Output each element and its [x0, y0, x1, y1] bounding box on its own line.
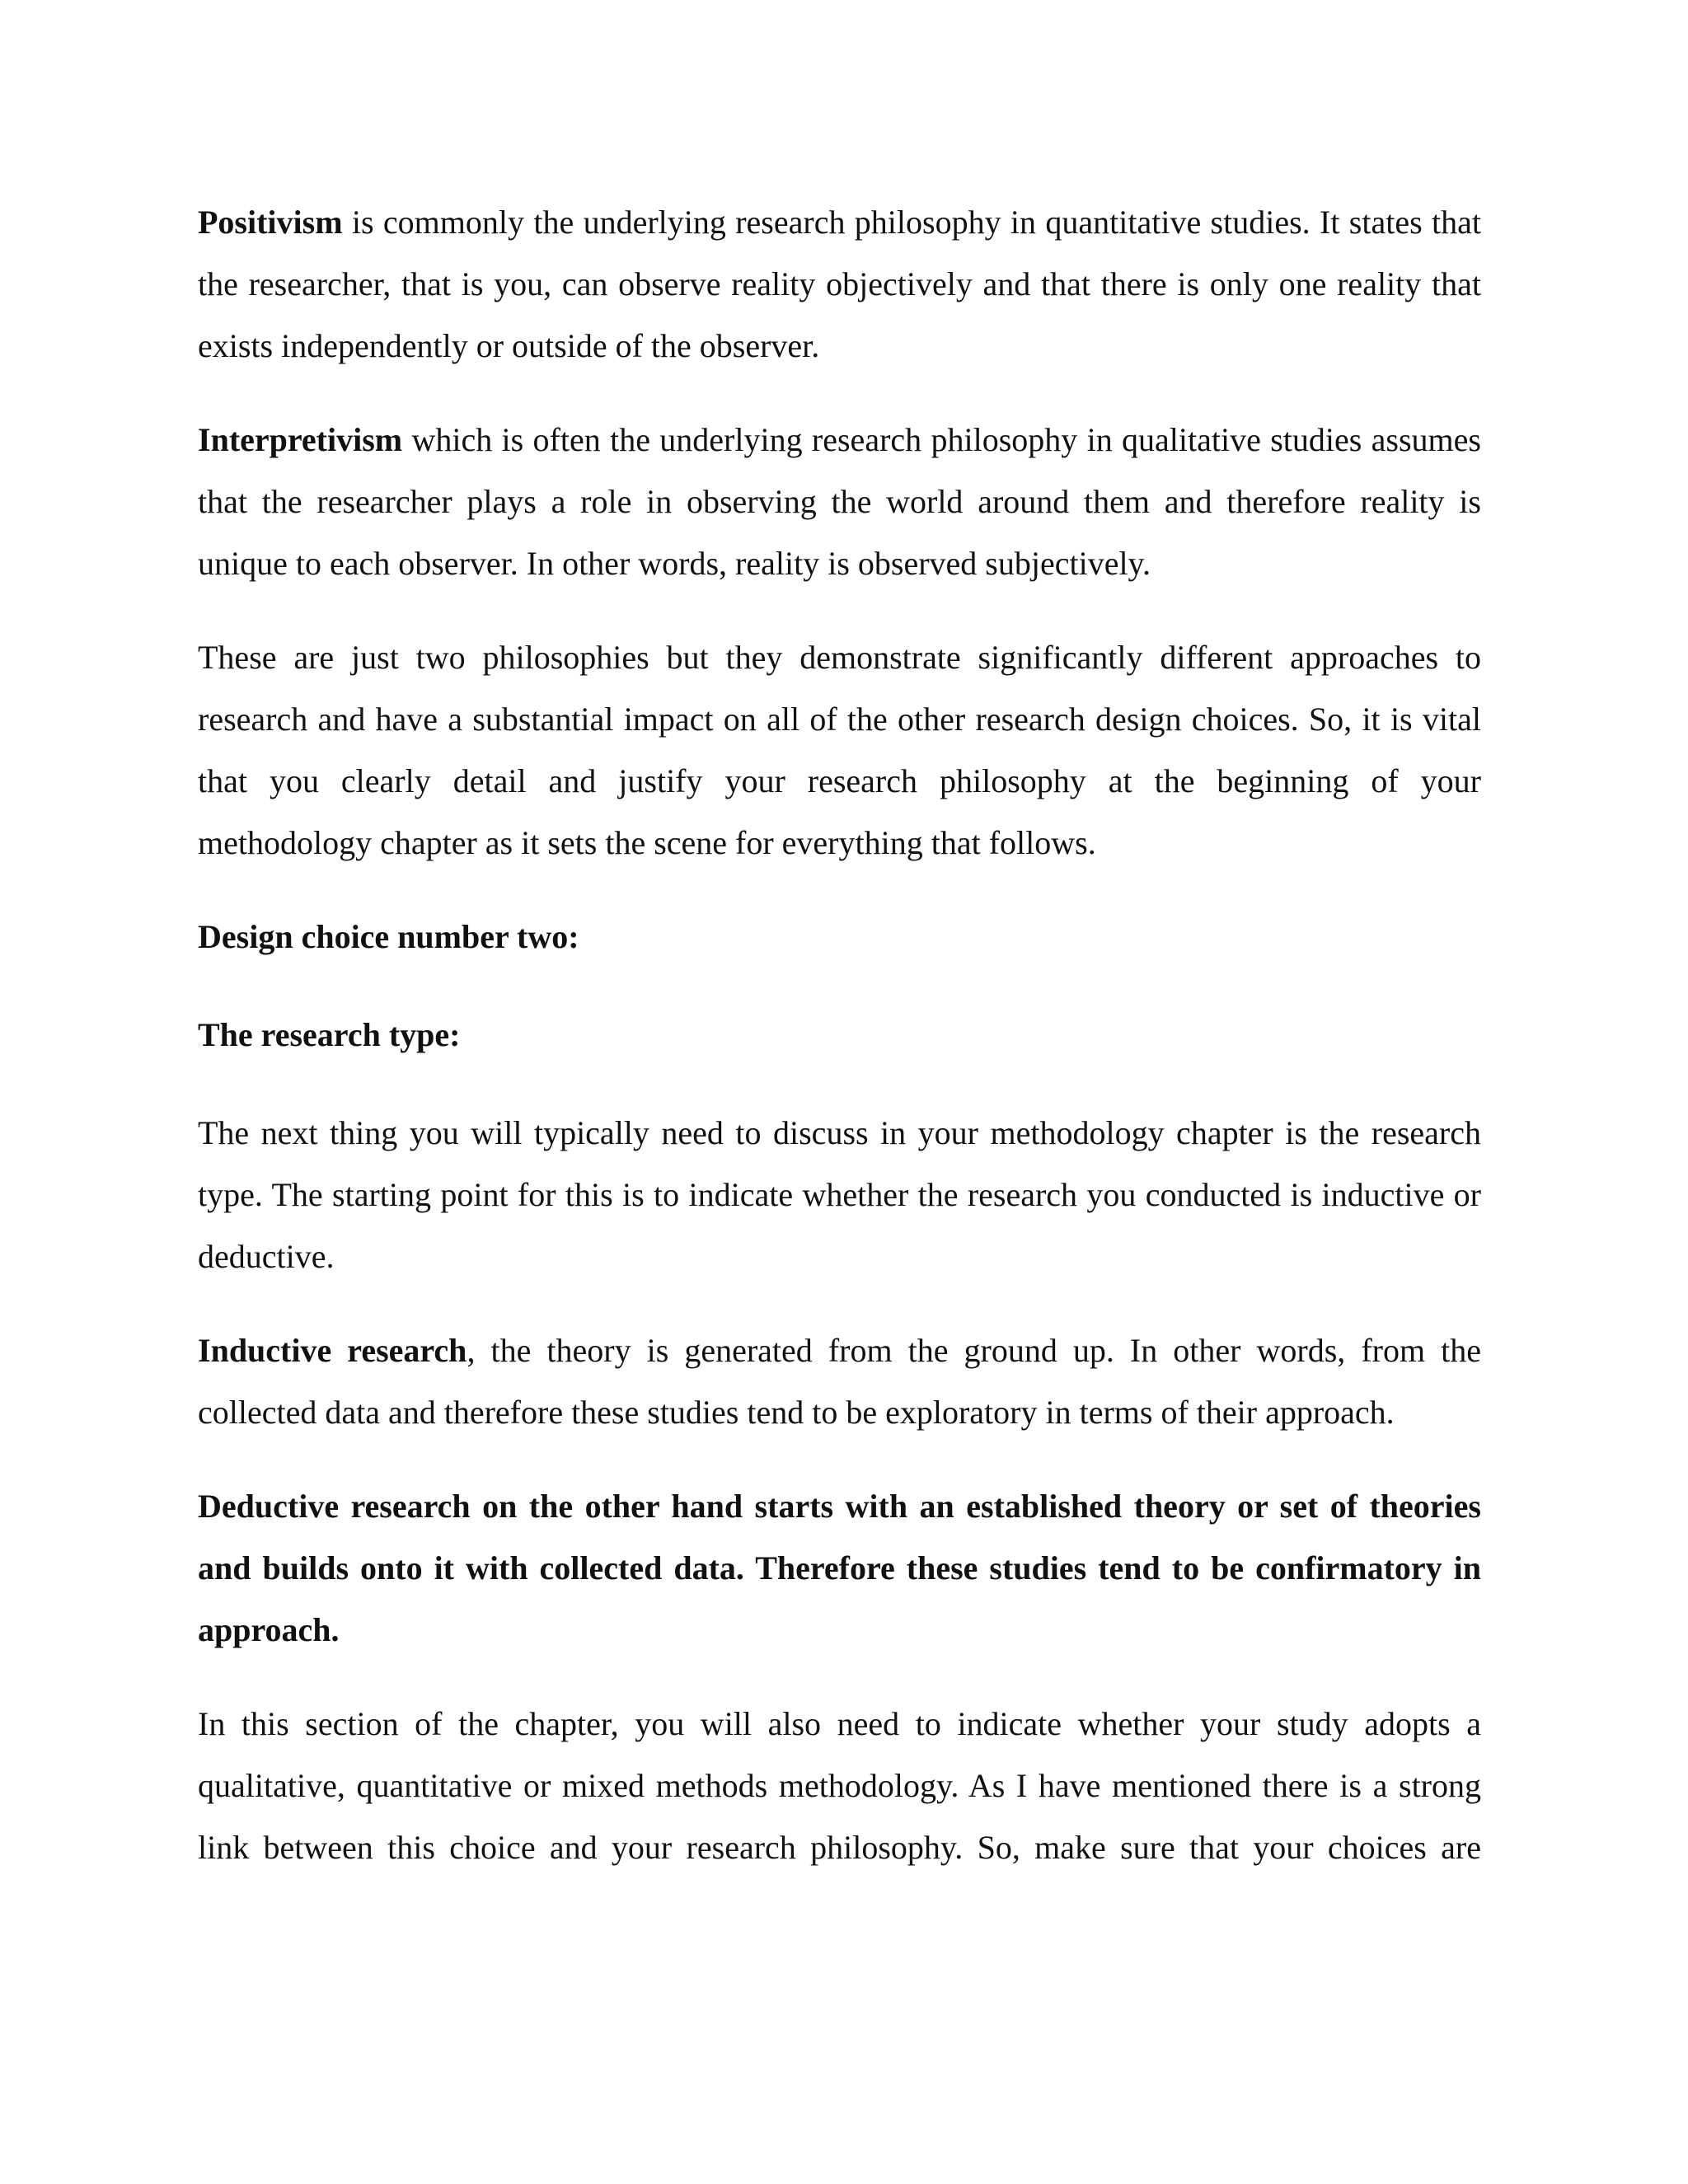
paragraph-interpretivism-text: which is often the underlying research philosophy in qualitative studies assumes that the researcher plays a role in observing the world around them and therefore reality is unique to each observer. In other words, reality is observed subjectively.: [198, 421, 1481, 582]
paragraph-inductive: [198, 1319, 1481, 1443]
paragraph-two-philosophies: [198, 626, 1481, 874]
paragraph-deductive-text: Deductive research on the other hand starts with an established theory or set of theories and builds onto it with collected data. Therefore these studies tend to be confirmatory in approach.: [198, 1488, 1481, 1648]
term-inductive-research: Inductive research: [198, 1332, 467, 1369]
paragraph-methodology-type: [198, 1693, 1481, 1878]
paragraph-deductive: [198, 1475, 1481, 1661]
paragraph-two-philosophies-text: These are just two philosophies but they demonstrate significantly different approaches to research and have a substantial impact on all of the other research design choices. So, it is vital that you clearly detail and justify your research philosophy at the beginning of your methodology chapter as it sets the scene for everything that follows.: [198, 639, 1481, 861]
heading-research-type: The research type:: [198, 1016, 461, 1053]
term-positivism: Positivism: [198, 204, 343, 241]
heading-design-choice-two: Design choice number two:: [198, 918, 579, 955]
paragraph-research-type-text: The next thing you will typically need to discuss in your methodology chapter is the research type. The starting point for this is to indicate whether the research you conducted is inductive or deductive.: [198, 1114, 1481, 1275]
document-body: [198, 191, 1481, 1910]
paragraph-inductive-text: , the theory is generated from the ground up. In other words, from the collected data and therefore these studies tend to be exploratory in terms of their approach.: [198, 1332, 1482, 1431]
paragraph-methodology-type-text: In this section of the chapter, you will also need to indicate whether your study adopts a qualitative, quantitative or mixed methods methodology. As I have mentioned there is a strong link between this choice and your research philosophy. So, make sure that your choices are: [198, 1705, 1481, 1866]
paragraph-positivism-text: is commonly the underlying research philosophy in quantitative studies. It states that the researcher, that is you, can observe reality objectively and that there is only one reality that exists independently or outside of the observer.: [198, 204, 1481, 364]
paragraph-interpretivism: [198, 409, 1481, 594]
paragraph-research-type: [198, 1102, 1481, 1287]
paragraph-positivism: [198, 191, 1481, 377]
term-interpretivism: Interpretivism: [198, 421, 403, 458]
